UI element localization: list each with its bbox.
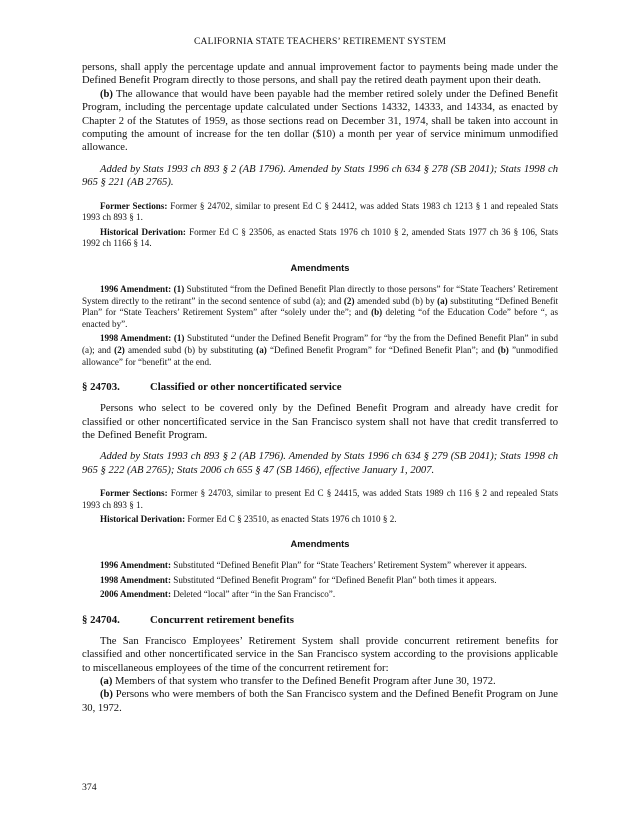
section-number: § 24703. bbox=[82, 381, 120, 394]
section-title: Concurrent retirement benefits bbox=[150, 613, 294, 626]
historical-derivation-note bbox=[82, 514, 558, 526]
amendment-1998-note bbox=[82, 333, 558, 368]
note-text: Substituted “under the Defined Benefit Program” for “by the from the Defined Benefit Plan” in subd (a); and bbox=[82, 333, 558, 355]
note-text: Deleted “local” after “in the San Francisco”. bbox=[170, 589, 336, 600]
subd-marker: (b) bbox=[100, 88, 113, 100]
note-text: “Defined Benefit Program” for “Defined Benefit Plan”; and bbox=[266, 345, 498, 355]
amendments-heading: Amendments bbox=[290, 539, 350, 549]
former-sections-note bbox=[82, 201, 558, 224]
note-label: 1998 Amendment: bbox=[100, 333, 172, 344]
note-text: Former Ed C § 23510, as enacted Stats 1976 ch 1010 § 2. bbox=[185, 514, 397, 525]
note-text: deleting “of the Education Code” before “, as enacted by”. bbox=[82, 307, 558, 329]
page-number: 374 bbox=[82, 782, 97, 793]
clause-marker: (2) bbox=[114, 345, 125, 355]
section-title: Classified or other noncertificated service bbox=[150, 381, 342, 394]
clause-marker: (a) bbox=[437, 295, 448, 306]
amendment-2006-note bbox=[82, 589, 558, 601]
note-text: Former Ed C § 23506, as enacted Stats 1976 ch 1010 § 2, amended Stats 1977 ch 36 § 106, Stats 1992 ch 1166 § 14. bbox=[82, 226, 559, 249]
note-text: amended subd (b) by bbox=[354, 295, 438, 306]
section-heading-24704 bbox=[82, 614, 558, 626]
amendment-1996-note bbox=[82, 284, 558, 330]
clause-marker: (a) bbox=[256, 345, 267, 355]
section-heading-24703 bbox=[82, 381, 558, 393]
clause-marker: (b) bbox=[371, 307, 383, 318]
note-label: Historical Derivation: bbox=[100, 514, 186, 525]
paragraph-subd-b bbox=[82, 688, 558, 715]
paragraph-subd-b bbox=[82, 88, 558, 155]
note-label: Former Sections: bbox=[100, 200, 168, 211]
document-page bbox=[82, 36, 558, 715]
note-label: 2006 Amendment: bbox=[100, 589, 171, 600]
note-text: Substituted “Defined Benefit Plan” for “State Teachers’ Retirement System” wherever it appears. bbox=[170, 560, 527, 570]
note-label: 1998 Amendment: bbox=[100, 574, 171, 585]
amendment-1996-note bbox=[82, 560, 558, 572]
section-number: § 24704. bbox=[82, 613, 120, 626]
subd-marker: (b) bbox=[100, 689, 113, 701]
history-citation: Added by Stats 1993 ch 893 § 2 (AB 1796). Amended by Stats 1996 ch 634 § 279 (SB 2041); Stats 1998 ch 965 § 222 (AB 2765); Stats 2006 ch 655 § 47 (SB 1466), effective January 1, 2007. bbox=[82, 451, 558, 476]
note-text: Former § 24702, similar to present Ed C § 24412, was added Stats 1983 ch 1213 § 1 and repealed Stats 1993 ch 893 § 1. bbox=[82, 200, 558, 223]
note-label: 1996 Amendment: bbox=[100, 560, 171, 570]
clause-marker: (b) bbox=[497, 345, 509, 355]
note-label: Former Sections: bbox=[100, 488, 168, 499]
amendments-heading: Amendments bbox=[290, 263, 350, 274]
running-head: CALIFORNIA STATE TEACHERS’ RETIREMENT SYSTEM bbox=[193, 36, 447, 47]
note-text: amended subd (b) by substituting bbox=[124, 345, 257, 355]
paragraph-continued: persons, shall apply the percentage update and annual improvement factor to payments being made under the Defined Benefit Program directly to those persons, and shall pay the retired death payment upon their death. bbox=[82, 62, 558, 87]
paragraph-text: Persons who were members of both the San Francisco system and the Defined Benefit Program on June 30, 1972. bbox=[82, 689, 558, 714]
note-text: ”unmodified allowance” for “benefit” at the end. bbox=[82, 345, 558, 367]
paragraph-text: Members of that system who transfer to the Defined Benefit Program after June 30, 1972. bbox=[112, 676, 496, 687]
note-text: Former § 24703, similar to present Ed C § 24415, was added Stats 1989 ch 116 § 2 and repealed Stats 1993 ch 893 § 1. bbox=[82, 488, 558, 510]
note-text: Substituted “Defined Benefit Program” for “Defined Benefit Plan” both times it appears. bbox=[170, 574, 497, 585]
historical-derivation-note bbox=[82, 227, 558, 250]
note-text: Substituted “from the Defined Benefit Plan directly to those persons” for “State Teachers’ Retirement System directly to the retirant” in the second sentence of subd (a); and bbox=[82, 284, 558, 306]
note-text: substituting “Defined Benefit Plan” for “State Teachers’ Retirement System” after “solely under the”; and bbox=[82, 295, 559, 318]
note-label: 1996 Amendment: bbox=[100, 284, 172, 295]
clause-marker: (1) bbox=[173, 284, 185, 295]
former-sections-note bbox=[82, 488, 558, 511]
clause-marker: (2) bbox=[343, 295, 355, 306]
paragraph-subd-a bbox=[82, 675, 558, 688]
history-citation: Added by Stats 1993 ch 893 § 2 (AB 1796). Amended by Stats 1996 ch 634 § 278 (SB 2041); Stats 1998 ch 965 § 221 (AB 2765). bbox=[82, 163, 558, 189]
clause-marker: (1) bbox=[173, 333, 185, 344]
amendment-1998-note bbox=[82, 575, 558, 587]
section-24703-text: Persons who select to be covered only by the Defined Benefit Program and already have credit for classified or other noncertificated service in the San Francisco system shall not have that credit transferred to the Defined Benefit Program. bbox=[82, 403, 558, 441]
subd-marker: (a) bbox=[100, 676, 113, 687]
note-label: Historical Derivation: bbox=[100, 226, 186, 237]
section-24704-text: The San Francisco Employees’ Retirement System shall provide concurrent retirement benefits for classified and other noncertificated service in the San Francisco system according to the provisions applicable to miscellaneous employees of the time of the concurrent retirement for: bbox=[82, 635, 558, 674]
paragraph-text: The allowance that would have been payable had the member retired solely under the Defined Benefit Program, including the percentage update calculated under Sections 14332, 14333, and 14334, as enacted by Chapter 2 of the Statutes of 1959, as those sections read on December 31, 1974, shall be taken into account in computing the amount of increase for the ten dollar ($10) a month per year of service minimum unmodified allowance. bbox=[82, 88, 558, 154]
